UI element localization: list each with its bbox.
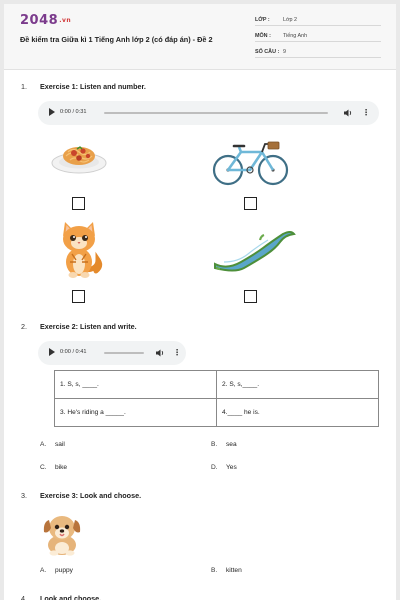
question-title: Exercise 1: Listen and number.	[40, 82, 146, 91]
option-text: puppy	[55, 567, 73, 574]
site-logo[interactable]	[20, 13, 71, 28]
puppy-image	[40, 510, 84, 556]
table-row	[55, 371, 379, 399]
worksheet-page	[4, 4, 396, 600]
meta-subject	[255, 30, 381, 42]
meta-count-label: SỐ CÂU :	[255, 49, 280, 55]
play-icon[interactable]	[49, 108, 55, 116]
option-letter: B.	[211, 567, 218, 574]
audio-progress-track[interactable]	[104, 352, 144, 354]
option-letter: D.	[211, 464, 218, 471]
option-a[interactable]	[40, 567, 73, 574]
option-b[interactable]	[211, 441, 237, 448]
option-letter: A.	[40, 441, 47, 448]
question-number: 1.	[21, 82, 27, 91]
fill-in-table	[54, 370, 379, 427]
option-text: sea	[226, 441, 237, 448]
volume-icon[interactable]	[155, 348, 165, 358]
question-title: Look and choose.	[40, 594, 102, 600]
document-title: Đề kiểm tra Giữa kì 1 Tiếng Anh lớp 2 (có đáp án) - Đề 2	[20, 35, 213, 44]
spaghetti-image	[50, 135, 108, 175]
question-number: 2.	[21, 322, 27, 331]
audio-time: 0:00 / 0:41	[60, 349, 87, 355]
meta-question-count	[255, 46, 381, 58]
answer-box-1[interactable]	[72, 197, 85, 210]
kitten-image	[54, 218, 104, 280]
option-d[interactable]	[211, 464, 237, 471]
option-text: bike	[55, 464, 68, 471]
table-cell: 2. S, s,____.	[217, 371, 379, 399]
option-c[interactable]	[40, 464, 67, 471]
meta-class	[255, 14, 381, 26]
option-b[interactable]	[211, 567, 242, 574]
option-letter: C.	[40, 464, 47, 471]
audio-player-1	[38, 101, 379, 125]
logo-text: 2048	[20, 13, 59, 28]
table-cell: 3. He's riding a _____.	[55, 399, 217, 427]
table-row	[55, 399, 379, 427]
question-number: 4.	[21, 594, 27, 600]
question-number: 3.	[21, 491, 27, 500]
bicycle-image	[210, 136, 292, 188]
audio-player-2	[38, 341, 186, 365]
question-title: Exercise 2: Listen and write.	[40, 322, 137, 331]
meta-subject-value: Tiếng Anh	[283, 33, 308, 39]
option-text: sail	[55, 441, 65, 448]
question-title: Exercise 3: Look and choose.	[40, 491, 142, 500]
option-letter: A.	[40, 567, 47, 574]
audio-time: 0:00 / 0:31	[60, 109, 87, 115]
document-header	[4, 4, 396, 70]
option-text: kitten	[226, 567, 242, 574]
option-a[interactable]	[40, 441, 65, 448]
meta-class-value: Lớp 2	[283, 17, 298, 23]
more-options-icon[interactable]: ⋮	[173, 348, 181, 357]
meta-subject-label: MÔN :	[255, 33, 271, 39]
table-cell: 4.____ he is.	[217, 399, 379, 427]
volume-icon[interactable]	[343, 108, 353, 118]
meta-count-value: 9	[283, 49, 286, 55]
answer-box-4[interactable]	[244, 290, 257, 303]
logo-suffix: .vn	[59, 17, 72, 24]
river-image	[212, 226, 296, 272]
meta-class-label: LỚP :	[255, 17, 270, 23]
audio-progress-track[interactable]	[104, 112, 328, 114]
answer-box-2[interactable]	[244, 197, 257, 210]
more-options-icon[interactable]: ⋮	[362, 108, 370, 117]
answer-box-3[interactable]	[72, 290, 85, 303]
play-icon[interactable]	[49, 348, 55, 356]
option-letter: B.	[211, 441, 218, 448]
option-text: Yes	[226, 464, 237, 471]
table-cell: 1. S, s, ____.	[55, 371, 217, 399]
